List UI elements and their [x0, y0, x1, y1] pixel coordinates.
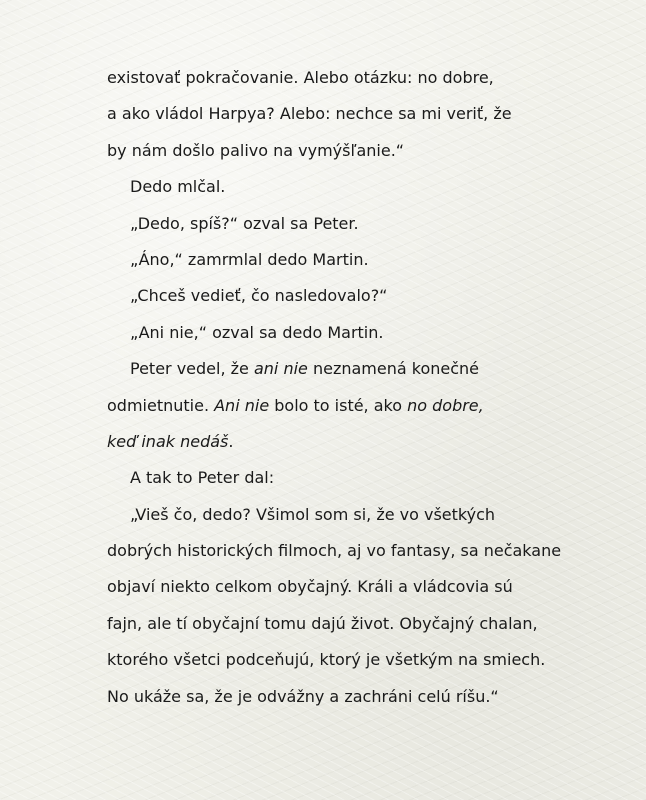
text-line [107, 278, 567, 314]
text-line [107, 388, 567, 424]
text-run: fajn, ale tí obyčajní tomu dajú život. Obyčajný chalan, [107, 613, 538, 633]
text-run: a ako vládol Harpya? Alebo: nechce sa mi veriť, že [107, 104, 512, 124]
text-run: neznamená konečné [307, 359, 479, 379]
text-line [107, 497, 567, 533]
text-line [107, 351, 567, 387]
text-run: Dedo mlčal. [130, 177, 226, 197]
text-run: bolo to isté, ako [269, 395, 408, 415]
text-line [107, 569, 567, 605]
text-line [107, 242, 567, 278]
italic-phrase: keď inak nedáš [107, 431, 229, 451]
text-run: „Ani nie,“ ozval sa dedo Martin. [130, 322, 384, 342]
text-run: ktorého všetci podceňujú, ktorý je všetkým na smiech. [107, 650, 546, 670]
text-line [107, 169, 567, 205]
text-run: by nám došlo palivo na vymýšľanie.“ [107, 140, 405, 160]
text-line [107, 133, 567, 169]
text-run: . [228, 431, 234, 451]
text-run: No ukáže sa, že je odvážny a zachráni celú ríšu.“ [107, 686, 499, 706]
text-line [107, 424, 567, 460]
italic-phrase: Ani nie [214, 395, 270, 415]
text-run: existovať pokračovanie. Alebo otázku: no dobre, [107, 68, 494, 87]
text-line [107, 679, 567, 715]
text-run: odmietnutie. [107, 395, 215, 415]
text-line [107, 315, 567, 351]
text-run: A tak to Peter dal: [130, 468, 275, 488]
text-run: dobrých historických filmoch, aj vo fantasy, sa nečakane [107, 541, 562, 561]
text-line [107, 606, 567, 642]
text-run: „Dedo, spíš?“ ozval sa Peter. [130, 213, 359, 233]
text-run: „Vieš čo, dedo? Všimol som si, že vo všetkých [130, 504, 496, 524]
text-line [107, 206, 567, 242]
text-line [107, 460, 567, 496]
text-run: objaví niekto celkom obyčajný. Králi a vládcovia sú [107, 577, 513, 597]
italic-phrase: no dobre, [407, 395, 484, 415]
text-run: „Áno,“ zamrmlal dedo Martin. [130, 249, 369, 269]
text-line [107, 96, 567, 132]
italic-phrase: ani nie [253, 359, 308, 379]
body-text [107, 60, 567, 715]
text-run: Peter vedel, že [130, 359, 254, 379]
text-line [107, 60, 567, 96]
text-line [107, 642, 567, 678]
text-run: „Chceš vedieť, čo nasledovalo?“ [130, 286, 388, 306]
text-line [107, 533, 567, 569]
